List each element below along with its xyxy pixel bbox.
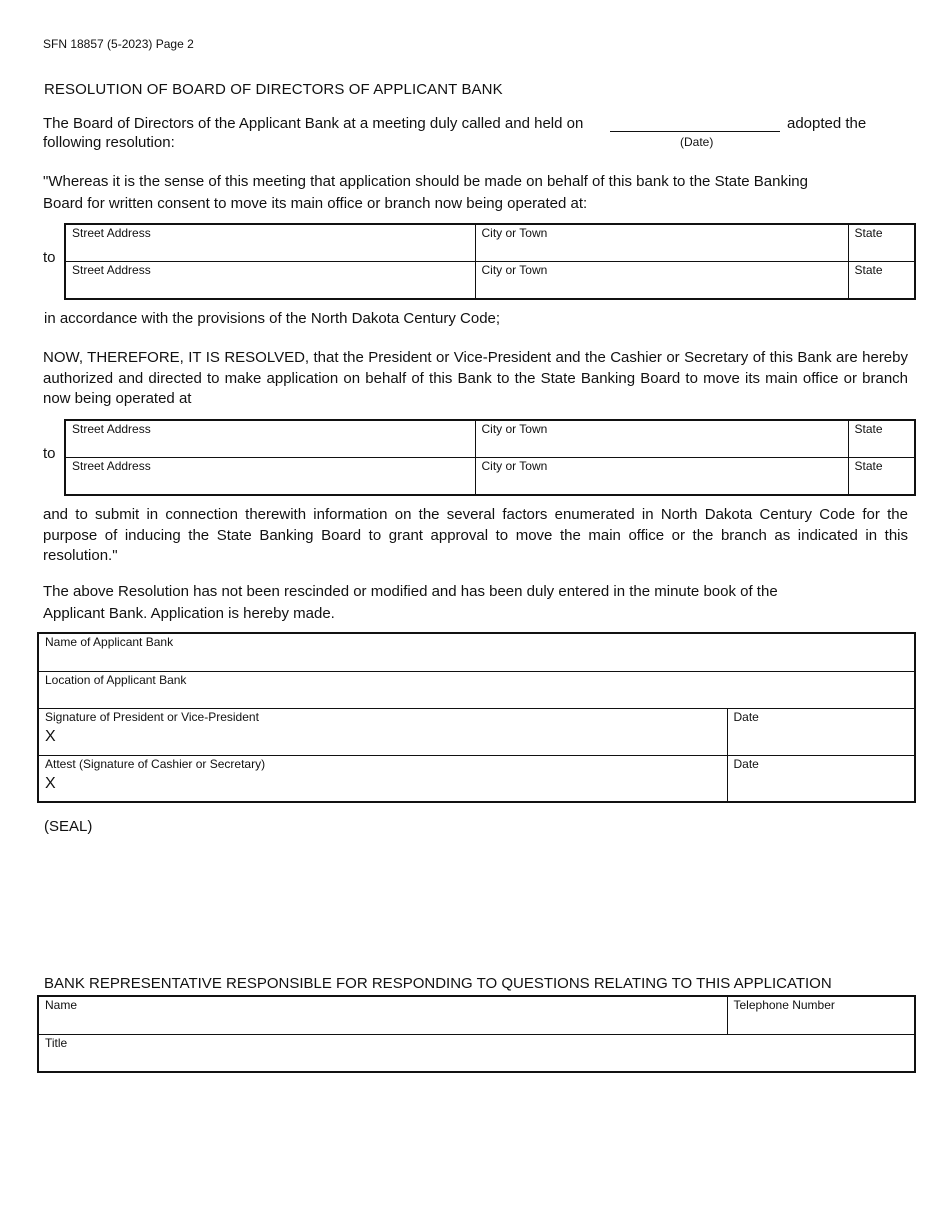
representative-table <box>37 995 916 1073</box>
page-title: RESOLUTION OF BOARD OF DIRECTORS OF APPLICANT BANK <box>44 81 503 98</box>
street-address-from-1[interactable]: Street Address <box>65 224 475 261</box>
state-to-2[interactable]: State <box>848 457 915 495</box>
state-to-1[interactable]: State <box>848 261 915 299</box>
intro-text-3: following resolution: <box>43 134 175 151</box>
to-label-2: to <box>43 445 56 462</box>
applicant-bank-location-field[interactable]: Location of Applicant Bank <box>38 671 915 708</box>
address-table-2 <box>64 419 916 496</box>
representative-telephone-field[interactable]: Telephone Number <box>727 996 915 1034</box>
attest-signature-field[interactable]: Attest (Signature of Cashier or Secretary) X <box>38 755 727 802</box>
signature-x-mark: X <box>45 774 56 792</box>
state-from-2[interactable]: State <box>848 420 915 457</box>
meeting-date-field[interactable] <box>610 131 780 132</box>
attest-date-field[interactable]: Date <box>727 755 915 802</box>
form-id: SFN 18857 (5-2023) Page 2 <box>43 37 194 51</box>
representative-heading: BANK REPRESENTATIVE RESPONSIBLE FOR RESPONDING TO QUESTIONS RELATING TO THIS APPLICATION <box>44 975 832 992</box>
president-date-field[interactable]: Date <box>727 708 915 755</box>
submit-paragraph: and to submit in connection therewith information on the several factors enumerated in North Dakota Century Code for the purpose of inducing the State Banking Board to grant approval to move the main office or the branch as indicated in this resolution." <box>43 506 908 564</box>
applicant-table <box>37 632 916 803</box>
resolved-paragraph: NOW, THEREFORE, IT IS RESOLVED, that the President or Vice-President and the Cashier or Secretary of this Bank are hereby authorized and directed to make application on behalf of this Bank to the State Banking Board to move its main office or branch now being operated at <box>43 349 908 407</box>
to-label-1: to <box>43 249 56 266</box>
state-from-1[interactable]: State <box>848 224 915 261</box>
signature-x-mark: X <box>45 727 56 745</box>
above-text-1: The above Resolution has not been rescinded or modified and has been duly entered in the minute book of the <box>43 583 778 600</box>
city-to-1[interactable]: City or Town <box>475 261 848 299</box>
representative-name-field[interactable]: Name <box>38 996 727 1034</box>
city-to-2[interactable]: City or Town <box>475 457 848 495</box>
president-signature-field[interactable]: Signature of President or Vice-President X <box>38 708 727 755</box>
whereas-paragraph: "Whereas it is the sense of this meeting that application should be made on behalf of this bank to the State Banking Board for written consent to move its main office or branch now being operated at: <box>43 173 808 212</box>
street-address-to-2[interactable]: Street Address <box>65 457 475 495</box>
intro-text-2: adopted the <box>787 115 867 132</box>
accordance-text: in accordance with the provisions of the North Dakota Century Code; <box>44 310 501 327</box>
representative-title-field[interactable]: Title <box>38 1034 915 1072</box>
street-address-from-2[interactable]: Street Address <box>65 420 475 457</box>
street-address-to-1[interactable]: Street Address <box>65 261 475 299</box>
date-caption: (Date) <box>680 135 714 149</box>
seal-label: (SEAL) <box>44 818 93 835</box>
applicant-bank-name-field[interactable]: Name of Applicant Bank <box>38 633 915 671</box>
above-text-2: Applicant Bank. Application is hereby made. <box>43 605 335 622</box>
city-from-2[interactable]: City or Town <box>475 420 848 457</box>
city-from-1[interactable]: City or Town <box>475 224 848 261</box>
address-table-1 <box>64 223 916 300</box>
intro-text-1: The Board of Directors of the Applicant Bank at a meeting duly called and held on <box>43 115 584 132</box>
